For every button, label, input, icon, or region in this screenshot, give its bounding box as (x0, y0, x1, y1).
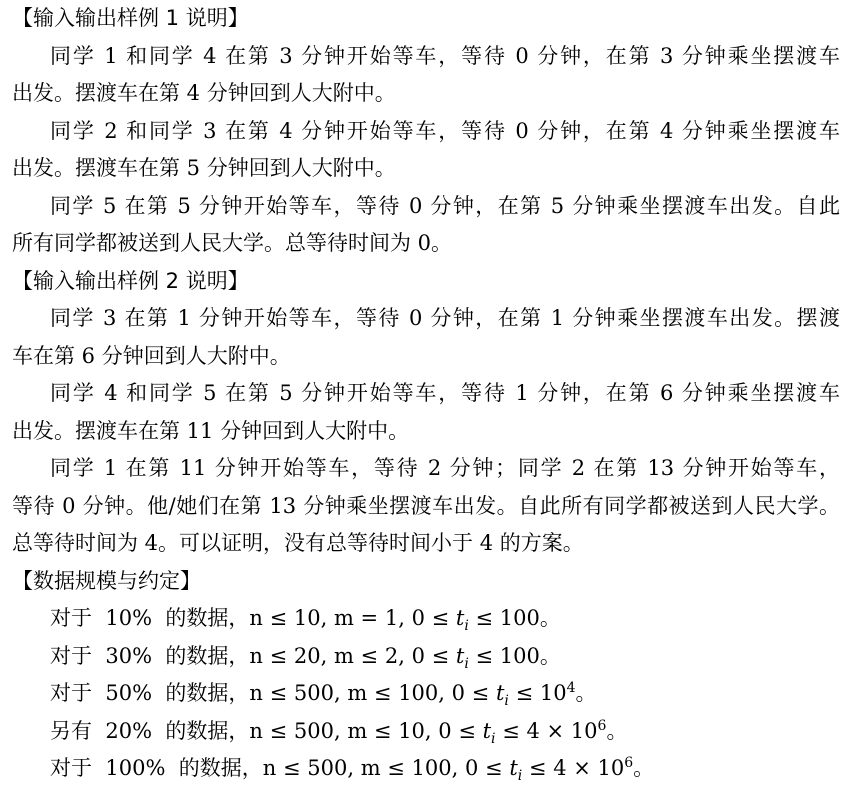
constraint-n: n ≤ 10, (249, 606, 328, 630)
constraint-mid: 的数据， (165, 643, 250, 668)
constraint-mid: 的数据， (165, 606, 250, 630)
sample1-heading: 【输入输出样例 1 说明】 (12, 6, 249, 30)
constraint-m: m = 1, (333, 606, 405, 630)
constraint-percent: 30% (105, 643, 153, 668)
constraint-t-exp: 6 (624, 755, 634, 771)
constraint-prefix: 对于 (50, 756, 92, 780)
constraint-t-var: t (509, 756, 518, 780)
sample2-line: 同学 1 在第 11 分钟开始等车，等待 2 分钟；同学 2 在第 13 分钟开始等车， (50, 456, 840, 480)
sample2-line: 车在第 6 分钟回到人大附中。 (12, 343, 291, 368)
sample1-line: 同学 2 和同学 3 在第 4 分钟开始等车，等待 0 分钟，在第 4 分钟乘坐摆渡车 (50, 118, 840, 143)
constraint-percent: 50% (105, 681, 153, 705)
constraint-t-var: t (455, 643, 465, 668)
constraint-prefix: 对于 (50, 643, 92, 668)
constraint-t-sub: i (504, 693, 509, 710)
constraint-n: n ≤ 500, (249, 681, 341, 705)
constraint-t-exp: 4 (566, 680, 576, 696)
sample1-line: 同学 5 在第 5 分钟开始等车，等待 0 分钟，在第 5 分钟乘坐摆渡车出发。自此 (50, 193, 840, 218)
constraint-mid: 的数据， (178, 756, 263, 780)
constraint-row (12, 638, 840, 676)
constraint-end: 。 (606, 718, 628, 743)
constraint-m: m ≤ 100, (347, 681, 445, 705)
constraint-percent: 20% (105, 718, 153, 743)
constraint-mid: 的数据， (165, 718, 250, 743)
constraint-end: 。 (633, 756, 655, 780)
constraint-t-pre: 0 ≤ (438, 718, 483, 743)
constraint-mid: 的数据， (165, 681, 250, 705)
constraint-n: n ≤ 500, (249, 718, 341, 743)
constraint-t-post: ≤ 10 (508, 681, 567, 705)
constraint-m: m ≤ 2, (333, 643, 405, 668)
constraint-percent: 100% (105, 756, 166, 780)
constraints-heading: 【数据规模与约定】 (12, 568, 201, 593)
sample1-line: 出发。摆渡车在第 5 分钟回到人大附中。 (12, 156, 396, 180)
constraint-t-pre: 0 ≤ (411, 606, 456, 630)
constraint-m: m ≤ 10, (347, 718, 432, 743)
constraint-t-sub: i (491, 730, 496, 747)
sample1-line: 所有同学都被送到人民大学。总等待时间为 0。 (12, 231, 453, 255)
constraint-t-exp: 6 (597, 717, 607, 734)
constraint-prefix: 对于 (50, 681, 92, 705)
constraint-t-pre: 0 ≤ (465, 756, 510, 780)
constraint-n: n ≤ 20, (249, 643, 328, 668)
constraint-prefix: 对于 (50, 606, 92, 630)
constraint-t-post: ≤ 4 × 10 (522, 756, 625, 780)
constraint-end: 。 (539, 606, 561, 630)
constraint-end: 。 (539, 643, 561, 668)
constraint-t-post: ≤ 4 × 10 (495, 718, 598, 743)
constraint-prefix: 另有 (50, 718, 92, 743)
sample2-line: 同学 3 在第 1 分钟开始等车，等待 0 分钟，在第 1 分钟乘坐摆渡车出发。摆渡 (50, 306, 840, 330)
sample2-line: 总等待时间为 4。可以证明，没有总等待时间小于 4 的方案。 (12, 531, 584, 555)
constraint-t-sub: i (464, 618, 469, 635)
constraint-row (12, 600, 840, 638)
constraint-n: n ≤ 500, (262, 756, 354, 780)
sample2-line: 等待 0 分钟。他/她们在第 13 分钟乘坐摆渡车出发。自此所有同学都被送到人民大学。 (12, 493, 840, 518)
constraint-t-post: ≤ 100 (468, 643, 540, 668)
sample2-heading: 【输入输出样例 2 说明】 (12, 268, 249, 293)
constraint-t-sub: i (517, 768, 523, 785)
constraint-t-var: t (482, 718, 492, 743)
constraint-t-sub: i (464, 655, 469, 672)
constraint-t-pre: 0 ≤ (411, 643, 456, 668)
constraint-row (12, 675, 840, 713)
constraint-percent: 10% (105, 606, 153, 630)
sample2-line: 出发。摆渡车在第 11 分钟回到人大附中。 (12, 418, 410, 443)
sample1-line: 出发。摆渡车在第 4 分钟回到人大附中。 (12, 81, 396, 105)
constraint-t-var: t (455, 606, 465, 630)
constraint-t-var: t (495, 681, 505, 705)
constraint-m: m ≤ 100, (360, 756, 459, 780)
sample2-line: 同学 4 和同学 5 在第 5 分钟开始等车，等待 1 分钟，在第 6 分钟乘坐摆渡车 (50, 381, 840, 405)
sample1-line: 同学 1 和同学 4 在第 3 分钟开始等车，等待 0 分钟，在第 3 分钟乘坐摆渡车 (50, 43, 840, 68)
constraint-end: 。 (575, 681, 597, 705)
constraint-t-post: ≤ 100 (468, 606, 540, 630)
constraint-t-pre: 0 ≤ (451, 681, 496, 705)
constraint-row (12, 750, 840, 788)
constraint-row (12, 713, 840, 751)
